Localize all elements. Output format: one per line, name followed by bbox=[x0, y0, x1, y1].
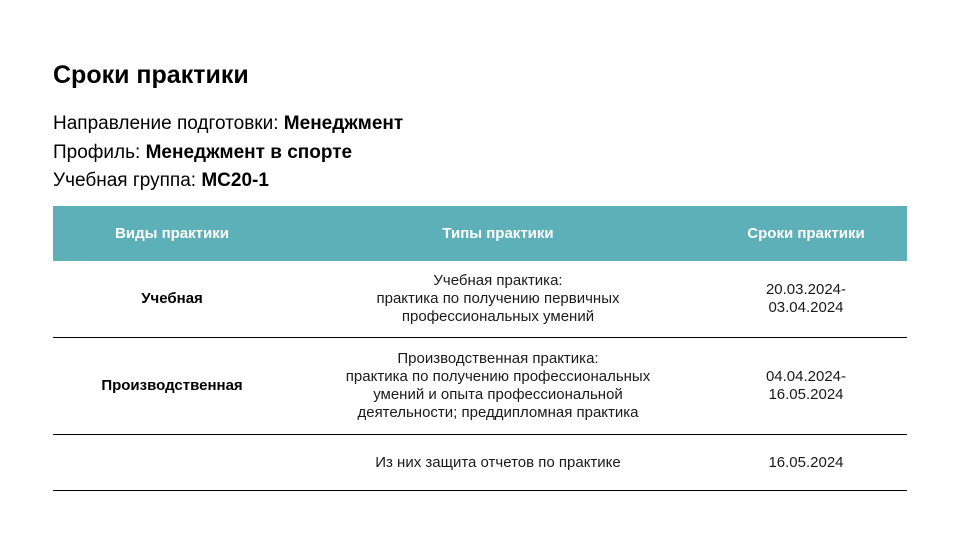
table-row bbox=[53, 261, 907, 338]
header-type: Типы практики bbox=[442, 225, 554, 242]
cell-type-line: практика по получению профессиональных bbox=[345, 368, 651, 385]
info-group bbox=[53, 167, 403, 196]
cell-dates bbox=[705, 261, 907, 337]
cell-type bbox=[291, 338, 705, 434]
cell-type bbox=[291, 261, 705, 337]
info-label: Профиль: bbox=[53, 141, 141, 163]
program-info bbox=[53, 110, 403, 196]
cell-type-line: Учебная практика: bbox=[433, 272, 563, 289]
info-profile bbox=[53, 139, 403, 168]
cell-date-line: 04.04.2024- bbox=[765, 368, 847, 385]
table-row bbox=[53, 435, 907, 491]
table-row bbox=[53, 338, 907, 435]
info-value: Менеджмент в спорте bbox=[145, 141, 353, 163]
page-title: Сроки практики bbox=[53, 61, 249, 89]
cell-dates bbox=[705, 338, 907, 434]
practice-table bbox=[53, 206, 907, 491]
info-label: Направление подготовки: bbox=[53, 113, 279, 134]
table-header bbox=[53, 206, 907, 261]
cell-date-line: 16.05.2024 bbox=[768, 386, 844, 403]
info-direction bbox=[53, 110, 403, 139]
header-kind: Виды практики bbox=[115, 225, 229, 242]
cell-kind bbox=[53, 435, 291, 490]
cell-type-line: умений и опыта профессиональной bbox=[373, 386, 623, 403]
cell-date-line: 20.03.2024- bbox=[765, 281, 847, 298]
cell-type-line: профессиональных умений bbox=[401, 308, 595, 325]
cell-kind: Производственная bbox=[101, 377, 243, 394]
cell-type-line: практика по получению первичных bbox=[376, 290, 620, 307]
cell-type-line: Производственная практика: bbox=[397, 350, 599, 367]
header-dates: Сроки практики bbox=[747, 225, 865, 242]
cell-kind: Учебная bbox=[141, 290, 203, 307]
cell-type-line: деятельности; преддипломная практика bbox=[357, 404, 639, 421]
info-value: Менеджмент bbox=[283, 113, 404, 134]
cell-dates bbox=[705, 435, 907, 490]
info-value: МС20-1 bbox=[201, 170, 269, 191]
cell-type bbox=[291, 435, 705, 490]
cell-date-line: 03.04.2024 bbox=[768, 299, 844, 316]
cell-type-line: Из них защита отчетов по практике bbox=[375, 453, 621, 471]
info-label: Учебная группа: bbox=[53, 170, 197, 191]
cell-date-line: 16.05.2024 bbox=[768, 453, 844, 471]
